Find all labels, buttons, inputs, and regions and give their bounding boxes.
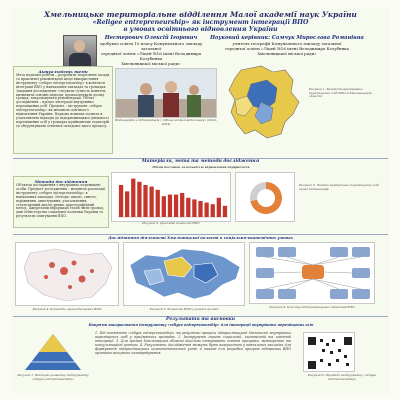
- bar-chart-bar: [204, 203, 208, 217]
- bar-chart-bar: [162, 196, 166, 217]
- fig4-caption: Рисунок 4. Кількість зареєстрованих ВПО: [32, 307, 102, 311]
- section-materials-title: Матеріали, мета та методи дослідження: [141, 159, 260, 164]
- pyramid-caption: Рисунок 7. Вектори розвитку інструменту «religee entrepreneurship»: [17, 373, 89, 381]
- map-caption: Рисунок 1. Кількість внутрішньо переміщених осіб ВПО в Хмельницькій області: [309, 87, 372, 99]
- bar-chart: [111, 172, 231, 222]
- bar-chart-bar: [186, 198, 190, 217]
- bar-chart-bar: [217, 198, 221, 217]
- mind-caption: Рисунок 6. Кластер підприємницьких ініціатив ВПО: [269, 305, 355, 309]
- bar-chart-bar: [137, 182, 141, 217]
- author-photo: [63, 35, 97, 67]
- bar-chart-bar: [174, 195, 178, 217]
- bubble-map: [15, 242, 119, 306]
- bar-chart-svg: [112, 173, 231, 222]
- bar-chart-bar: [131, 179, 135, 217]
- author-shirt: [69, 53, 91, 66]
- region-map: [221, 64, 309, 140]
- section-results-title-2: Результати та висновки: [165, 317, 236, 322]
- mind-map: [249, 242, 375, 304]
- poster-subtitle-2: в умовах освітнього відновлення України: [123, 26, 278, 33]
- bar-chart-bar: [168, 195, 172, 217]
- donut-chart-svg: [236, 173, 295, 222]
- author-line-3: Хмельницької міської ради»: [121, 61, 181, 66]
- ukraine-map: [123, 242, 245, 306]
- bar-chart-bar: [192, 199, 196, 217]
- map2-caption: Рисунок 5. Кількість ВПО у розрізі громад: [149, 307, 219, 311]
- author-line-2: середньої освіти «Ліцей №16 імені Володимира Козубняка: [100, 51, 202, 61]
- intro-title: Актуальність теми: [38, 69, 88, 74]
- poster-subtitle-1: «Religee entrepreneurship» як інструмент інтеграції ВПО: [92, 19, 309, 26]
- poster-title: Хмельницьке територіальне відділення Малої академії наук України: [44, 10, 357, 19]
- bar-chart-caption: Рисунок 2. Динаміка кількості ВПО: [142, 221, 200, 225]
- author-face: [74, 40, 85, 52]
- results-subtitle: Напрями використання інструменту «religee entrepreneurship» для інтеграції внутрішньо переміщених осіб: [88, 323, 314, 327]
- materials-text: Об'єктом дослідження є внутрішньо переміщені особи. Предмет дослідження – механізм реалізації інструменту «religee entrepreneurship» в навчальних закладах. Методи: аналіз, синтез, порівняння, анкетування, узагальнення, статистичний аналіз даних, картографічний метод. Джерелами інформації стали звіти громад, дані Міністерства соціальної політики України та результати опитування ВПО.: [16, 183, 105, 219]
- supervisor-block: [207, 36, 367, 56]
- bar-chart-bar: [149, 187, 153, 217]
- qr-graphic: [303, 332, 355, 372]
- event-photo: [115, 68, 217, 118]
- pyramid-graphic: [19, 332, 87, 372]
- results-text: 1. Під поняттям «religee entrepreneurship» ми розуміємо процеси підприємницької діяльності внутрішньо переміщених осіб у приймаючих громадах. 2. Інструмент сприяє соціальній, економічній та освітній інтеграції. 3. Для громад Хмельницької області доцільно створювати освітні програми, менторство та консультаційні центри. 4. Результати дослідження можуть бути використані у навчальних закладах для формування підприємницьких компетентностей учнів, а також для розробки програм підтримки ВПО органами місцевого самоврядування.: [95, 331, 291, 355]
- supervisor-line-1: учитель географії Комунального закладу загальної: [232, 41, 342, 46]
- intro-box: [13, 66, 113, 154]
- qr-caption: Рисунок 8. Піраміда інструменту «religee entrepreneurship»: [307, 373, 377, 381]
- poster-sheet: [11, 8, 390, 394]
- bar-chart-bar: [180, 193, 184, 217]
- supervisor-line-2: середньої освіти «Ліцей №16 імені Володимира Козубняка: [224, 46, 350, 51]
- author-name: Нестерович Олексій Ігорович: [104, 35, 198, 41]
- poster-header: [11, 8, 390, 35]
- bar-chart-bar: [223, 206, 227, 217]
- bar-chart-bar: [211, 204, 215, 217]
- supervisor-line-3: Хмельницької міської ради»: [257, 51, 317, 56]
- author-block: [97, 36, 205, 66]
- donut-chart: [235, 172, 295, 222]
- section-results-title-1: Дослідження діяльності Хмельницької області в соціально-економічних умовах: [107, 235, 294, 240]
- bar-chart-bar: [198, 201, 202, 217]
- supervisor-name: Науковий керівник: Самчук Мирослава Романівна: [210, 35, 364, 41]
- author-line-1: здобувач освіти 10 класу Комунального закладу загальної: [99, 41, 203, 51]
- results-box: [93, 330, 293, 392]
- bar-chart-bar: [125, 191, 129, 217]
- bar-chart-bar: [143, 185, 147, 217]
- donut-slice: [250, 182, 266, 201]
- intro-text: Мета наукової роботи – розробити теоретичні засади та практичні рекомендації щодо використання інструменту «religee entrepreneurship» в контексті інтеграції ВПО у навчальних закладах та громадах. Завдання дослідження: з'ясувати сутність поняття; визначити основні підходи; проаналізувати досвід громад; запропонувати рекомендації. Об'єкт дослідження – процес інтеграції внутрішньо переміщених осіб. Предмет – інструмент «religee entrepreneurship» як механізм освітнього відновлення України. Наукова новизна полягає в узагальненні підходів до підприємницької діяльності переміщених осіб у громадах приймаючих територій та обґрунтуванні освітньої складової цього процесу.: [16, 73, 110, 128]
- bar-chart-bar: [119, 185, 123, 217]
- photo-caption: Фотографія з підприємцем / «Місце ночівлі відпочинку» (2022-2024): [115, 118, 217, 126]
- donut-caption: Рисунок 3. Частка внутрішньо переміщених осіб серед підприємців: [299, 183, 379, 191]
- bar-chart-title: Місця поставок за кількістю відновлених підприємств: [152, 165, 250, 169]
- materials-box: [13, 176, 109, 228]
- bar-chart-bar: [156, 190, 160, 217]
- materials-title: Методи дослідження: [34, 179, 88, 184]
